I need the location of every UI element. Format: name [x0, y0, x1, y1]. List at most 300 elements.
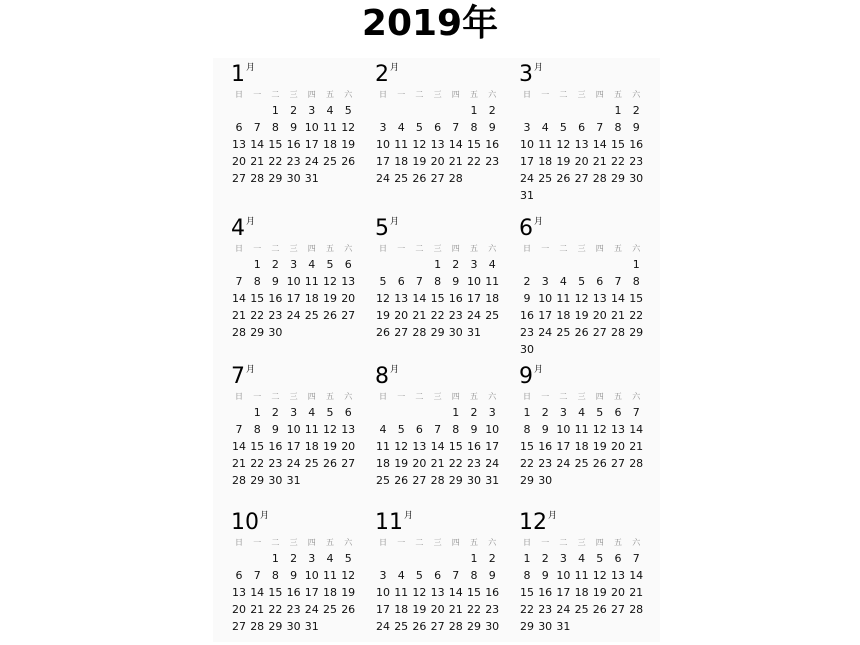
- day-cell: 11: [538, 138, 553, 151]
- month-suffix: 月: [246, 365, 256, 375]
- day-cell: 1: [271, 104, 279, 117]
- day-cell: 7: [614, 275, 622, 288]
- weekday-label: 二: [271, 538, 280, 547]
- day-cell: 13: [611, 569, 625, 582]
- day-cell: 29: [430, 326, 445, 339]
- day-cell: 28: [412, 326, 427, 339]
- month-suffix: 月: [390, 63, 400, 73]
- weekday-label: 一: [541, 244, 550, 253]
- day-cell: 21: [232, 309, 246, 322]
- day-cell: 7: [235, 423, 243, 436]
- day-cell: 15: [250, 292, 265, 305]
- day-cell: 7: [452, 569, 460, 582]
- weekday-header-row: [213, 242, 353, 256]
- day-cell: 16: [538, 440, 553, 453]
- day-cell: 5: [415, 121, 423, 134]
- day-cell: 25: [304, 309, 319, 322]
- day-cell: 22: [250, 309, 265, 322]
- month-header: [213, 508, 353, 535]
- day-cell: 24: [304, 603, 319, 616]
- day-cell: 17: [467, 292, 481, 305]
- day-cell: 14: [412, 292, 427, 305]
- day-cell: 30: [538, 474, 553, 487]
- weekday-label: 五: [614, 392, 622, 401]
- weekday-label: 三: [289, 392, 298, 401]
- day-cell: 6: [344, 406, 352, 419]
- day-cell: 2: [488, 552, 496, 565]
- day-cell: 4: [578, 406, 586, 419]
- month-7: [213, 362, 356, 487]
- weekday-label: 二: [271, 244, 280, 253]
- weekday-label: 四: [307, 244, 316, 253]
- weekday-label: 二: [271, 90, 280, 99]
- day-cell: 10: [376, 138, 390, 151]
- day-cell: 18: [574, 586, 589, 599]
- day-cell: 1: [470, 104, 478, 117]
- day-cell: 9: [290, 121, 298, 134]
- weekday-label: 一: [253, 538, 262, 547]
- day-cell: 23: [467, 457, 481, 470]
- day-cell: 16: [268, 440, 283, 453]
- month-suffix: 月: [548, 511, 558, 521]
- day-cell: 5: [596, 406, 604, 419]
- month-5: [357, 214, 500, 339]
- day-cell: 21: [232, 457, 246, 470]
- day-cell: 26: [323, 309, 337, 322]
- day-cell: 4: [326, 552, 334, 565]
- day-cell: 25: [574, 603, 589, 616]
- month-6: [501, 214, 644, 356]
- month-suffix: 月: [246, 217, 256, 227]
- day-cell: 16: [629, 138, 644, 151]
- month-number: [519, 512, 557, 534]
- weekday-label: 四: [451, 90, 460, 99]
- day-cell: 25: [323, 603, 337, 616]
- month-number: [231, 218, 255, 240]
- day-cell: 25: [574, 457, 589, 470]
- day-cell: 14: [232, 440, 246, 453]
- month-suffix: 月: [404, 511, 414, 521]
- weekday-label: 日: [235, 90, 243, 99]
- day-cell: 24: [538, 326, 553, 339]
- day-cell: 11: [323, 569, 337, 582]
- day-cell: 3: [541, 275, 549, 288]
- month-number: [375, 512, 413, 534]
- day-cell: 13: [412, 440, 427, 453]
- month-11: [357, 508, 500, 633]
- day-cell: 20: [574, 155, 589, 168]
- weekday-label: 五: [470, 392, 478, 401]
- day-cell: 19: [412, 603, 427, 616]
- day-cell: 20: [430, 155, 445, 168]
- weekday-label: 三: [433, 90, 442, 99]
- day-cell: 23: [485, 603, 500, 616]
- day-cell: 9: [632, 121, 640, 134]
- day-cell: 22: [268, 603, 283, 616]
- weekday-label: 六: [488, 392, 497, 401]
- day-cell: 21: [448, 155, 463, 168]
- weekday-label: 日: [379, 538, 387, 547]
- day-cell: 30: [286, 620, 301, 633]
- day-cell: 4: [578, 552, 586, 565]
- day-cell: 5: [344, 104, 352, 117]
- day-cell: 16: [286, 138, 301, 151]
- month-header: [357, 508, 497, 535]
- day-cell: 24: [467, 309, 481, 322]
- day-cell: 30: [538, 620, 553, 633]
- day-cell: 24: [520, 172, 534, 185]
- day-cell: 11: [304, 423, 319, 436]
- weekday-label: 三: [433, 244, 442, 253]
- day-cell: 3: [379, 569, 387, 582]
- day-cell: 28: [250, 172, 265, 185]
- day-cell: 30: [286, 172, 301, 185]
- month-number-text: 8: [375, 364, 389, 389]
- day-cell: 18: [394, 155, 409, 168]
- day-cell: 14: [592, 138, 607, 151]
- day-cell: 19: [323, 440, 337, 453]
- month-number: [519, 218, 543, 240]
- day-cell: 19: [394, 457, 409, 470]
- day-cell: 10: [286, 423, 301, 436]
- weekday-label: 六: [632, 392, 641, 401]
- day-cell: 17: [304, 138, 319, 151]
- weekday-header-row: [501, 390, 641, 404]
- day-cell: 12: [341, 569, 356, 582]
- weekday-label: 四: [451, 392, 460, 401]
- day-cell: 7: [253, 121, 261, 134]
- day-cell: 4: [397, 121, 405, 134]
- day-cell: 30: [520, 343, 534, 356]
- month-2: [357, 60, 500, 185]
- day-cell: 5: [578, 275, 586, 288]
- weekday-label: 三: [577, 244, 586, 253]
- day-cell: 19: [341, 138, 356, 151]
- day-cell: 12: [412, 138, 427, 151]
- weekday-label: 五: [614, 538, 622, 547]
- day-cell: 19: [592, 440, 607, 453]
- day-cell: 6: [434, 121, 442, 134]
- day-cell: 18: [538, 155, 553, 168]
- day-cell: 28: [232, 474, 246, 487]
- weekday-label: 二: [559, 538, 568, 547]
- weekday-label: 四: [595, 538, 604, 547]
- day-cell: 8: [253, 423, 261, 436]
- weekday-label: 四: [307, 392, 316, 401]
- day-cell: 21: [629, 440, 644, 453]
- month-number-text: 3: [519, 62, 533, 87]
- day-cell: 13: [232, 138, 246, 151]
- weekday-label: 六: [488, 244, 497, 253]
- day-cell: 2: [290, 104, 298, 117]
- day-cell: 3: [290, 406, 298, 419]
- month-number: [375, 366, 399, 388]
- day-cell: 3: [470, 258, 478, 271]
- weekday-label: 三: [577, 392, 586, 401]
- day-cell: 9: [541, 569, 549, 582]
- day-cell: 26: [592, 603, 607, 616]
- weekday-label: 三: [289, 90, 298, 99]
- day-cell: 27: [232, 172, 246, 185]
- day-cell: 13: [592, 292, 607, 305]
- day-cell: 15: [520, 440, 534, 453]
- day-cell: 16: [286, 586, 301, 599]
- weekday-label: 二: [271, 392, 280, 401]
- day-cell: 7: [632, 552, 640, 565]
- day-cell: 10: [376, 586, 390, 599]
- day-cell: 20: [611, 586, 625, 599]
- day-cell: 12: [556, 138, 571, 151]
- day-cell: 18: [556, 309, 571, 322]
- day-cell: 31: [556, 620, 571, 633]
- day-cell: 6: [596, 275, 604, 288]
- day-cell: 9: [290, 569, 298, 582]
- day-cell: 12: [574, 292, 589, 305]
- day-cell: 7: [452, 121, 460, 134]
- weekday-label: 五: [326, 538, 334, 547]
- day-cell: 17: [520, 155, 534, 168]
- day-cell: 24: [286, 309, 301, 322]
- day-cell: 4: [559, 275, 567, 288]
- month-number: [231, 64, 255, 86]
- month-number-text: 7: [231, 364, 245, 389]
- day-cell: 23: [629, 155, 644, 168]
- day-cell: 27: [430, 172, 445, 185]
- weekday-header-row: [213, 88, 353, 102]
- day-cell: 5: [344, 552, 352, 565]
- day-cell: 28: [232, 326, 246, 339]
- weekday-label: 二: [415, 244, 424, 253]
- weekday-label: 三: [577, 90, 586, 99]
- day-cell: 1: [523, 406, 531, 419]
- weekday-label: 四: [595, 392, 604, 401]
- day-cell: 20: [592, 309, 607, 322]
- month-number-text: 11: [375, 510, 403, 535]
- day-cell: 6: [344, 258, 352, 271]
- weekday-label: 六: [344, 90, 353, 99]
- day-cell: 12: [376, 292, 390, 305]
- day-cell: 22: [467, 603, 481, 616]
- weekday-label: 日: [235, 392, 243, 401]
- weekday-label: 六: [344, 244, 353, 253]
- day-cell: 21: [250, 155, 265, 168]
- day-cell: 29: [268, 620, 283, 633]
- day-cell: 8: [523, 569, 531, 582]
- day-cell: 13: [430, 586, 445, 599]
- month-number-text: 4: [231, 216, 245, 241]
- day-cell: 5: [397, 423, 405, 436]
- day-cell: 19: [376, 309, 390, 322]
- day-cell: 3: [523, 121, 531, 134]
- day-cell: 18: [323, 138, 337, 151]
- day-cell: 8: [271, 569, 279, 582]
- weekday-label: 五: [326, 392, 334, 401]
- weekday-label: 六: [632, 244, 641, 253]
- day-cell: 15: [467, 586, 481, 599]
- weekday-label: 日: [523, 244, 531, 253]
- day-cell: 1: [614, 104, 622, 117]
- weekday-label: 五: [470, 244, 478, 253]
- day-cell: 26: [412, 620, 427, 633]
- weekday-label: 四: [307, 538, 316, 547]
- day-cell: 25: [538, 172, 553, 185]
- day-cell: 26: [341, 603, 356, 616]
- day-cell: 1: [434, 258, 442, 271]
- day-cell: 20: [341, 292, 356, 305]
- weekday-label: 日: [379, 392, 387, 401]
- day-cell: 22: [430, 309, 445, 322]
- day-cell: 20: [611, 440, 625, 453]
- day-cell: 27: [341, 309, 356, 322]
- day-cell: 16: [467, 440, 481, 453]
- day-cell: 22: [611, 155, 625, 168]
- day-cell: 2: [271, 406, 279, 419]
- day-cell: 1: [523, 552, 531, 565]
- day-cell: 29: [250, 326, 265, 339]
- weekday-header-row: [501, 536, 641, 550]
- day-cell: 25: [556, 326, 571, 339]
- day-cell: 24: [286, 457, 301, 470]
- weekday-label: 日: [523, 90, 531, 99]
- day-cell: 26: [376, 326, 390, 339]
- day-cell: 9: [488, 121, 496, 134]
- day-cell: 11: [394, 138, 409, 151]
- day-cell: 29: [448, 474, 463, 487]
- day-cell: 16: [268, 292, 283, 305]
- day-cell: 19: [574, 309, 589, 322]
- weekday-label: 五: [470, 90, 478, 99]
- month-number: [375, 218, 399, 240]
- day-cell: 13: [574, 138, 589, 151]
- day-cell: 27: [611, 457, 625, 470]
- day-cell: 21: [448, 603, 463, 616]
- day-cell: 14: [250, 138, 265, 151]
- day-cell: 9: [271, 423, 279, 436]
- day-cell: 26: [323, 457, 337, 470]
- month-10: [213, 508, 356, 633]
- day-cell: 3: [559, 406, 567, 419]
- day-cell: 30: [629, 172, 644, 185]
- month-suffix: 月: [534, 63, 544, 73]
- day-cell: 29: [611, 172, 625, 185]
- day-cell: 24: [376, 620, 390, 633]
- day-cell: 10: [304, 569, 319, 582]
- day-cell: 12: [412, 586, 427, 599]
- day-cell: 23: [268, 457, 283, 470]
- weekday-label: 四: [451, 538, 460, 547]
- day-cell: 19: [341, 586, 356, 599]
- month-suffix: 月: [246, 63, 256, 73]
- day-cell: 25: [394, 172, 409, 185]
- weekday-label: 一: [397, 538, 406, 547]
- month-suffix: 月: [390, 365, 400, 375]
- day-cell: 18: [304, 440, 319, 453]
- day-cell: 28: [629, 603, 644, 616]
- day-cell: 5: [326, 406, 334, 419]
- day-cell: 17: [556, 440, 571, 453]
- day-cell: 2: [632, 104, 640, 117]
- month-header: [357, 214, 497, 241]
- day-cell: 2: [290, 552, 298, 565]
- day-cell: 9: [541, 423, 549, 436]
- day-cell: 9: [488, 569, 496, 582]
- weekday-label: 一: [253, 392, 262, 401]
- weekday-label: 二: [415, 90, 424, 99]
- day-cell: 8: [470, 121, 478, 134]
- day-cell: 17: [376, 603, 390, 616]
- weekday-label: 二: [415, 538, 424, 547]
- day-cell: 30: [448, 326, 463, 339]
- weekday-header-row: [357, 390, 497, 404]
- weekday-label: 三: [433, 538, 442, 547]
- day-cell: 25: [304, 457, 319, 470]
- day-cell: 5: [559, 121, 567, 134]
- weekday-label: 三: [289, 244, 298, 253]
- day-cell: 17: [556, 586, 571, 599]
- day-cell: 20: [394, 309, 409, 322]
- day-cell: 21: [611, 309, 625, 322]
- weekday-label: 一: [397, 90, 406, 99]
- day-cell: 18: [376, 457, 390, 470]
- day-cell: 21: [629, 586, 644, 599]
- day-cell: 22: [448, 457, 463, 470]
- day-cell: 15: [448, 440, 463, 453]
- day-cell: 31: [520, 189, 534, 202]
- weekday-label: 四: [451, 244, 460, 253]
- day-cell: 24: [556, 457, 571, 470]
- weekday-header-row: [501, 88, 641, 102]
- day-cell: 11: [556, 292, 571, 305]
- day-cell: 8: [614, 121, 622, 134]
- weekday-label: 五: [326, 90, 334, 99]
- weekday-label: 六: [488, 90, 497, 99]
- day-cell: 22: [467, 155, 481, 168]
- day-cell: 10: [556, 423, 571, 436]
- day-cell: 10: [520, 138, 534, 151]
- day-cell: 12: [592, 569, 607, 582]
- day-cell: 11: [304, 275, 319, 288]
- weekday-label: 日: [523, 538, 531, 547]
- day-cell: 7: [632, 406, 640, 419]
- day-cell: 29: [520, 474, 534, 487]
- month-suffix: 月: [260, 511, 270, 521]
- day-cell: 8: [271, 121, 279, 134]
- day-cell: 8: [452, 423, 460, 436]
- day-cell: 12: [323, 423, 337, 436]
- day-cell: 5: [326, 258, 334, 271]
- day-cell: 29: [268, 172, 283, 185]
- day-cell: 13: [394, 292, 409, 305]
- day-cell: 30: [467, 474, 481, 487]
- day-cell: 23: [485, 155, 500, 168]
- month-header: [357, 362, 497, 389]
- day-cell: 20: [232, 603, 246, 616]
- day-cell: 22: [268, 155, 283, 168]
- day-cell: 11: [485, 275, 500, 288]
- day-cell: 30: [485, 620, 500, 633]
- weekday-header-row: [501, 242, 641, 256]
- month-9: [501, 362, 644, 487]
- day-cell: 9: [271, 275, 279, 288]
- month-header: [501, 508, 641, 535]
- month-suffix: 月: [390, 217, 400, 227]
- day-cell: 8: [470, 569, 478, 582]
- day-cell: 17: [286, 292, 301, 305]
- day-cell: 4: [379, 423, 387, 436]
- day-cell: 21: [592, 155, 607, 168]
- month-header: [501, 60, 641, 87]
- day-cell: 17: [304, 586, 319, 599]
